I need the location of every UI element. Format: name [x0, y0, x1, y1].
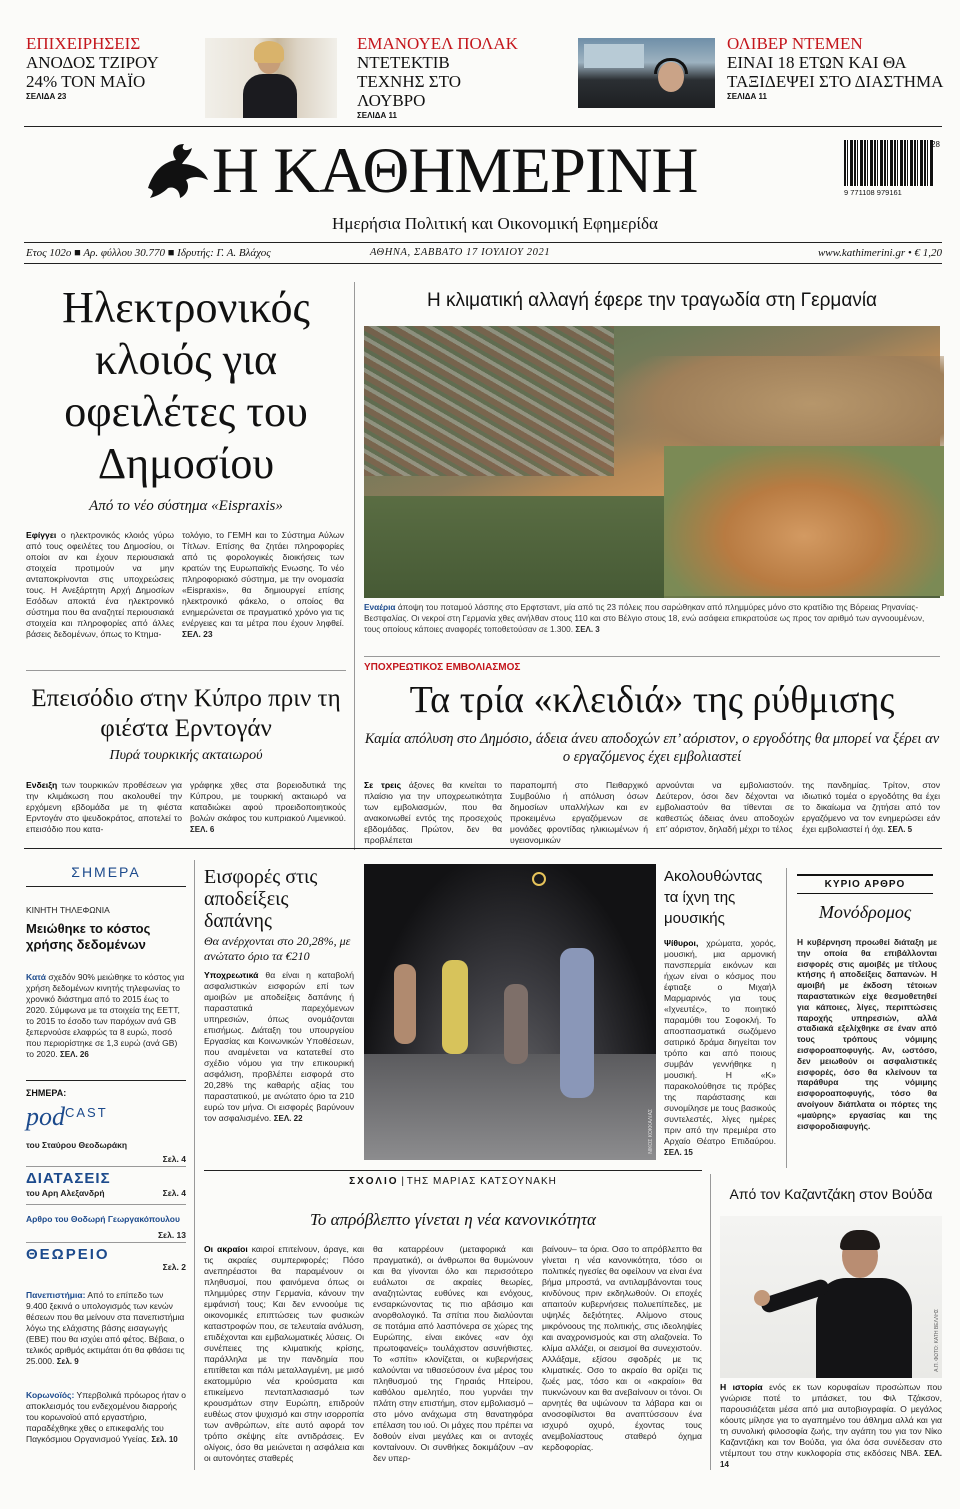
editorial-title[interactable]: Μονόδρομος	[818, 902, 912, 922]
cyprus-deck: Πυρά τουρκικής ακταιωρού	[109, 748, 263, 763]
music-text: χρώματα, χορός, μουσική, μια αρμονική πανσπερμία εικόνων και ήχων είναι ο κόσμος που έφτιαξε ο Μιχαήλ Μαρμαρινός για τους «Ιχνευτές», το ποιητικό παραμύθι του Σοφοκλή. Το αποσπασματικά σωζόμενο σατιρικό δράμα διηγείται τον τρόπο και από ποιους συμβάν γεννήθηκε η μουσική. Η «Κ» παρακολούθησε τις πρόβες της παράστασης και συνομίλησε με τους βασικούς συντελεστές, λίγες ημέρες πριν από την πρεμιέρα στο Αρχαίο Θέατρο Επιδαύρου.	[664, 938, 776, 1146]
comment-author: ΤΗΣ ΜΑΡΙΑΣ ΚΑΤΣΟΥΝΑΚΗ	[406, 1176, 557, 1187]
music-lead: Ψίθυροι,	[664, 938, 699, 948]
theater-credit: ΝΙΚΟΣ ΚΟΚΚΑΛΙΑΣ	[648, 1109, 654, 1154]
diataseis-by: του Αρη Αλεξανδρή	[26, 1188, 105, 1198]
teaser-section: ΕΜΑΝΟΥΕΛ ΠΟΛΑΚ	[357, 34, 518, 53]
town-rooftops	[364, 326, 614, 476]
cyprus-col1-text: των τουρκικών προθέσεων για την κλιμάκωση που ακολουθεί την ερχόμενη εβδομάδα με τη φιέστα Ερντογάν στο ψευδοκράτος, αποτελεί το επεισόδιο που κατα-	[26, 780, 182, 834]
vaccine-col4-text: της πανδημίας. Τρίτον, στον ιδιωτικό τομέα ο εργοδότης θα έχει το δικαίωμα να ζητήσει από τον εργαζόμενο να τον ενημερώσει εάν έχει εμβολιαστεί ή όχι.	[802, 780, 940, 834]
info-right[interactable]: www.kathimerini.gr • € 1,20	[817, 247, 942, 259]
lead-col2	[182, 530, 344, 658]
teaser-photo-daemen	[578, 38, 715, 108]
comment-lead: Οι ακραίοι	[204, 1244, 248, 1254]
conductor-credit: Α.Π. ΦΩΤΟ: ΚΑΤΗ ΒΕΛΛΗΣ	[934, 1309, 940, 1372]
headset	[654, 58, 688, 74]
comment-col2	[373, 1244, 533, 1466]
vaccine-page[interactable]: ΣΕΛ. 5	[887, 825, 913, 834]
pan-lead: Πανεπιστήμια:	[26, 1290, 86, 1300]
vaccine-col2-text: παραπομπή στο Πειθαρχικό Συμβούλιο ή απόλυση όσων δημοσίων υπαλλήλων και εν προκειμένω εργαζόμενων σε μονάδες φροντίδας ηλικιωμένων ή υγειονομικών	[510, 780, 648, 845]
cyprus-col2-text: γράφηκε χθες στα βορειοδυτικά της Κύπρου, με τουρκική ακταιωρό να καταδιώκει αφού προειδοποιητικούς βολών σκάφος του κυπριακού Λιμενικού.	[190, 780, 346, 823]
cyprus-headline[interactable]: Επεισόδιο στην Κύπρο πριν τη φιέστα Ερντογάν	[31, 685, 341, 742]
comment-top-rule	[204, 1170, 702, 1171]
conductor-hand	[754, 1290, 770, 1306]
phone-lead: Κατά	[26, 972, 46, 982]
comment-col1-text: καιροί επιτείνουν, άραγε, και τις ακραίες συμπεριφορές; Πόσο ανεπηρέαστοι θα παραμένουν οι πληθυσμοί, που φαινόμενα όπως οι πλημμύρες στην Γερμανία, κάνουν την εμφάνισή τους; Και δεν εννοούμε τις οικονομικές επιπτώσεις των φυσικών καταστροφών που, σε τελευταία ανάλυση, επιδέχονται και εμβαλωματικές λύσεις. Οι συνέπειες της κλιματικής κρίσης, παράλληλα με την πανδημία που επιτίθεται και πάλι μεταλλαγμένη, με μισό εκατομμύριο νέα κρούσματα και επικείμενο πενταπλασιασμό των κρουσμάτων στην Ευρώπη, επιδρούν ευθέως στον ψυχισμό και στην ισορροπία των ανθρώπων, είτε αυτό αφορά τον τρόπο σκέψης είτε αντιδράσεις. Εν ολίγοις, όσο θα μειώνεται η ασφάλεια και οι αυτονόητες σταθερές	[204, 1244, 364, 1463]
theoreio-universities	[26, 1290, 186, 1380]
cyprus-col1-lead: Ενδειξη	[26, 780, 58, 790]
info-left: Ετος 102ο ■ Αρ. φύλλου 30.770 ■ Ιδρυτής: Γ. Α. Βλάχος	[26, 247, 271, 259]
vaccine-top-rule	[364, 656, 940, 657]
griffin-logo	[140, 140, 212, 202]
phone-kicker: ΚΙΝΗΤΗ ΤΗΛΕΦΩΝΙΑ	[26, 905, 110, 915]
cyprus-page[interactable]: ΣΕΛ. 6	[190, 825, 215, 834]
pan-text: Από το επίπεδο των 9.400 ξεκινά ο υπολογισμός των κενών θέσεων που θα μείνουν στα πανεπιστήμια λόγω της ελάχιστης βάσης εισαγωγής (ΕΒΕ) που θα ισχύει από φέτος. Βέβαια, ο τελικός αριθμός εκτιμάται ότι θα φθάσει τις 25.000.	[26, 1290, 185, 1366]
col-divider-right	[710, 1174, 711, 1470]
comment-col3-text: βαίνουν– τα όρια. Οσο το απρόβλεπτο θα γίνεται η νέα κανονικότητα, τόσο οι πολιτικές ηγεσίες θα οφείλουν να είναι ένα βήμα μπροστά, να αντιλαμβάνονται τους κινδύνους πριν εκδηλωθούν. Οι εποχές απαιτούν κυβερνήσεις πολυεπίπεδες, με υψηλές δεξιότητες. Αλίμονο στους μικρόνοους της πολιτικής, στις ιδεοληψίες και αναχρονισμούς και στη αλαζονεία. Το κλίμα αλλάζει, οι σεισμοί θα συνεχιστούν. Αλλάξαμε, εξίσου σφοδρές με τις κλιματικές. Οσο το ακραίο θα ορίζει τις ζωές μας, τόσο και οι «ακραίοι» θα πυκνώνουν και θα ανεβαίνουν οι τόνοι. Οι αρνητές θα υψώνουν τα λάβαρα και οι ανοσοφίλιστοι θα αναπτύσσουν ένα ισχυρό οχυρό, έχοντας τους ανεμβολίαστους σταθερό όχημα κερδοφορίας.	[542, 1244, 702, 1452]
conductor-photo[interactable]	[720, 1216, 942, 1378]
portrait-body	[243, 74, 297, 118]
podcast-page[interactable]: Σελ. 4	[162, 1154, 186, 1164]
vaccine-col4	[802, 780, 940, 836]
cockpit-window	[584, 44, 644, 68]
podcast-logo[interactable]	[26, 1102, 186, 1138]
vaccine-col3	[656, 780, 794, 836]
teaser-title: ΝΤΕΤΕΚΤΙΒ ΤΕΧΝΗΣ ΣΤΟ ΛΟΥΒΡΟ	[357, 53, 461, 110]
conductor-headline[interactable]: Από τον Καζαντζάκη στον Βούδα	[729, 1186, 933, 1202]
podcast-by: του Σταύρου Θεοδωράκη	[26, 1140, 128, 1150]
teaser-page: ΣΕΛΙΔΑ 23	[26, 92, 67, 101]
teaser-title: ΕΙΝΑΙ 18 ΕΤΩΝ ΚΑΙ ΘΑ ΤΑΞΙΔΕΨΕΙ ΣΤΟ ΔΙΑΣΤΗΜΑ	[727, 53, 944, 91]
phone-body	[26, 972, 186, 1070]
pan-page[interactable]: Σελ. 9	[56, 1357, 79, 1366]
lead-col2-text: τολόγιο, το ΓΕΜΗ και το Σύστημα Αύλων Τίτλων. Επίσης θα ζητάει πληροφορίες από τις φορολογικές διοικήσεις των κρατών της Ευρωπαϊκής Ενωσης. Το νέο πληροφοριακό σύστημα, με την ονομασία «Eispraxis», θα δημιουργεί επίσης ηλεκτρονικό φάκελο, ο οποίος θα ενημερώνεται σε πραγματικό χρόνο για τις ενέργειες και τα μέτρα που έχουν ληφθεί.	[182, 530, 344, 628]
info-top-rule	[24, 242, 942, 243]
comment-kicker: ΣΧΟΛΙΟ	[349, 1176, 399, 1187]
lead-deck: Από το νέο σύστημα «Eispraxis»	[89, 498, 283, 514]
collapse-crater	[664, 446, 944, 596]
editorial-box	[786, 868, 942, 1168]
podcast-cast: CAST	[65, 1105, 108, 1120]
mid-divider	[24, 848, 942, 849]
theoreio-title[interactable]: ΘΕΩΡΕΙΟ	[26, 1246, 110, 1263]
lead-col1-lead: Εφίγγει	[26, 530, 57, 540]
conductor-hair	[840, 1230, 880, 1250]
cor-lead: Κορωνοϊός:	[26, 1390, 75, 1400]
issue-number: 28	[931, 140, 940, 149]
sidebar-rule-5	[26, 1242, 186, 1243]
performer-4	[560, 948, 594, 1098]
music-page[interactable]: ΣΕΛ. 15	[664, 1148, 693, 1157]
podcast-label: ΣΗΜΕΡΑ:	[26, 1088, 67, 1098]
sidebar-rule-4	[26, 1204, 186, 1205]
phone-text: σχεδόν 90% μειώθηκε το κόστος για χρήση δεδομένων κινητής τηλεφωνίας το χρονικό διάστημα από το 2015 έως το 2020. Σύμφωνα με τα στοιχεία της ΕΕΤΤ, το 2015 το έσοδο των παρόχων ανά GB ξεπερνούσε ελαφρώς τα 8 ευρώ, ποσό που περιορίστηκε σε 1,3 ευρώ (ανά GB) το 2020.	[26, 972, 185, 1059]
diataseis-title[interactable]: ΔΙΑΤΑΣΕΙΣ	[26, 1170, 111, 1187]
wreath-light	[532, 872, 546, 886]
conductor-body	[816, 1278, 912, 1378]
col-divider-main	[354, 282, 355, 850]
germany-page[interactable]: ΣΕΛ. 3	[575, 625, 600, 634]
green-fields	[364, 496, 664, 598]
griffin-icon	[140, 140, 212, 202]
comment-headline[interactable]: Το απρόβλεπτο γίνεται η νέα κανονικότητα	[310, 1210, 596, 1229]
barcode-bars	[844, 140, 934, 186]
stage-floor	[364, 1054, 656, 1160]
comment-byline: ΣΧΟΛΙΟ | ΤΗΣ ΜΑΡΙΑΣ ΚΑΤΣΟΥΝΑΚΗ	[349, 1176, 557, 1187]
germany-caption-text: άποψη του ποταμού λάσπης στο Ερφτσταντ, μία από τις 23 πόλεις που σαρώθηκαν από πλημμύρες μόνο στο κρατίδιο της Βόρειας Ρηνανίας-Βεστφαλίας. Οι νεκροί στη Γερμανία χθες ανήλθαν στους 110 και στο Βέλγιο στους 18, ενώ ασάφεια επικρατούσε ως προς τον αριθμό των αγνοουμένων, τους οποίους κάποιες αναφορές τοποθετούσαν σε 1.300.	[364, 602, 925, 634]
comment-col3	[542, 1244, 702, 1466]
teaser-polak[interactable]	[357, 34, 557, 120]
theoreio-covid	[26, 1390, 186, 1468]
teaser-section: ΟΛΙΒΕΡ ΝΤΕΜΕΝ	[727, 34, 863, 53]
phone-title[interactable]: Μειώθηκε το κόστος χρήσης δεδομένων	[26, 921, 151, 952]
performer-1	[394, 964, 416, 1044]
sidebar-rule-1	[26, 886, 186, 887]
vaccine-col1-lead: Σε τρεις	[364, 780, 402, 790]
contrib-deck: Θα ανέρχονται στο 20,28%, με ανώτατο όριο τα €210	[204, 934, 351, 963]
teaser-page: ΣΕΛΙΔΑ 11	[727, 92, 767, 101]
contrib-headline[interactable]: Εισφορές στις αποδείξεις δαπάνης	[204, 866, 318, 932]
contrib-lead: Υποχρεωτικά	[204, 970, 259, 980]
sidebar-rule-2	[26, 1080, 186, 1081]
info-bottom-rule	[24, 263, 942, 264]
sidebar-today: ΣΗΜΕΡΑ	[71, 864, 141, 880]
vaccine-kicker: ΥΠΟΧΡΕΩΤΙΚΟΣ ΕΜΒΟΛΙΑΣΜΟΣ	[364, 662, 521, 673]
vaccine-col1-text: άξονες θα κινείται το πλαίσιο για την υποχρεωτικότητα των εμβολιασμών, που θα ανακοινωθεί εντός της προσεχούς εβδομάδας. Πρώτον, δεν θα προβλέπεται	[364, 780, 503, 845]
conductor-page[interactable]: ΣΕΛ. 14	[720, 1449, 942, 1469]
lead-page[interactable]: ΣΕΛ. 23	[182, 629, 213, 639]
teaser-title: ΑΝΟΔΟΣ ΤΖΙΡΟΥ 24% ΤΟΝ ΜΑΪΟ	[26, 53, 159, 91]
contrib-text: θα είναι η καταβολή ασφαλιστικών εισφορών επί των αμοιβών με αποδείξεις δαπάνης ή παραστατικά παρεχόμενων υπηρεσιών, όπως ονομάζονται επισήμως. Διάταξη του υπουργείου Εργασίας και Κοινωνικών Υποθέσεων, που αναμένεται να κατατεθεί στο σχέδιο νόμου για την επικουρική ασφάλιση, προβλέπει εισφορά στο 20,28% της καθαρής αξίας του παραστατικού, με ανώτατο όριο τα 210 ευρώ τον μήνα. Οι εισφορές βαρύνουν τον ασφαλισμένο.	[204, 970, 354, 1123]
contrib-body	[204, 970, 354, 1158]
cyprus-top-rule	[26, 670, 346, 671]
conductor-body-text	[720, 1382, 942, 1469]
conductor-lead: Η ιστορία	[720, 1382, 763, 1392]
lead-col1	[26, 530, 174, 658]
theater-photo[interactable]	[364, 864, 656, 1160]
germany-caption-lead: Εναέρια	[364, 602, 396, 612]
vaccine-headline[interactable]: Τα τρία «κλειδιά» της ρύθμισης	[409, 679, 895, 721]
sidebar-rule-3	[26, 1166, 186, 1167]
col-divider-sidebar	[194, 860, 195, 1470]
lead-headline[interactable]: Ηλεκτρονικός κλοιός για οφειλέτες του Δημοσίου	[62, 283, 310, 488]
teaser-business[interactable]	[26, 34, 196, 114]
vaccine-col2	[510, 780, 648, 845]
info-center: ΑΘΗΝΑ, ΣΑΒΒΑΤΟ 17 ΙΟΥΛΙΟΥ 2021	[370, 247, 551, 258]
germany-headline[interactable]: Η κλιματική αλλαγή έφερε την τραγωδία στη Γερμανία	[426, 290, 878, 311]
cyprus-col1	[26, 780, 182, 836]
lead-col1-text: ο ηλεκτρονικός κλοιός γύρω από τους οφειλέτες του Δημοσίου, οι οποίοι αν και έχουν περιουσιακά στοιχεία προτιμούν να μην ανταποκρίνονται στις υποχρεώσεις τους. Η Ανεξάρτητη Αρχή Δημοσίων Εσόδων αποκτά ένα ηλεκτρονικό σύστημα που θα αναζητεί περιουσιακά στοιχεία και πληροφορίες από άλλες βάσεις δεδομένων, όπως το Κτημα-	[26, 530, 174, 639]
germany-flood-photo[interactable]	[364, 326, 940, 598]
editorial-kicker: ΚΥΡΙΟ ΑΡΘΡΟ	[797, 874, 933, 894]
contrib-page[interactable]: ΣΕΛ. 22	[273, 1114, 303, 1123]
portrait-hair	[254, 41, 284, 63]
germany-caption	[364, 602, 940, 638]
theoreio-page[interactable]: Σελ. 2	[162, 1262, 186, 1272]
performer-2	[442, 960, 468, 1054]
vaccine-col3-text: αρνούνται να εμβολιαστούν. Δεύτερον, όσοι δεν δέχονται να εμβολιαστούν θα τίθενται σε καθεστώς άδειας άνευ αποδοχών επ’ αόριστον, δηλαδή μέχρι το τέλος	[656, 780, 794, 834]
article-by[interactable]: Αρθρο του Θοδωρή Γεωργακόπουλου	[26, 1214, 180, 1224]
top-divider	[24, 126, 942, 127]
teaser-page: ΣΕΛΙΔΑ 11	[357, 111, 397, 120]
cyprus-col2	[190, 780, 346, 836]
vaccine-deck: Καμία απόλυση στο Δημόσιο, άδεια άνευ αποδοχών επ’ αόριστον, ο εργοδότης θα μπορεί να ξέρει αν ο εργαζόμενος έχει εμβολιαστεί	[364, 731, 940, 765]
phone-page[interactable]: ΣΕΛ. 26	[59, 1050, 89, 1059]
diataseis-page[interactable]: Σελ. 4	[162, 1188, 186, 1198]
teaser-section: ΕΠΙΧΕΙΡΗΣΕΙΣ	[26, 34, 141, 53]
cor-page[interactable]: Σελ. 10	[151, 1435, 178, 1444]
music-body	[664, 938, 776, 1156]
vaccine-col1	[364, 780, 503, 845]
comment-col1	[204, 1244, 364, 1466]
music-headline[interactable]: Ακολουθώντας τα ίχνη της μουσικής	[664, 868, 763, 927]
performer-3	[504, 984, 528, 1064]
barcode-number: 9 771108 979161	[844, 188, 902, 197]
masthead-title: Η ΚΑΘΗΜΕΡΙΝΗ	[212, 135, 698, 207]
cor-text: Υπερβολικά πρόωρος ήταν ο αποκλεισμός του ενδεχομένου διαρροής του κορωνοϊού από εργαστήριο, παραδέχθηκε χθες ο επικεφαλής του Παγκόσμιου Οργανισμού Υγείας.	[26, 1390, 187, 1444]
teaser-photo-polak	[205, 38, 337, 118]
editorial-text: Η κυβέρνηση προωθεί διάταξη με την οποία θα επιβάλλονται εισφορές στις αμοιβές με τίτλους κτήσης ή αποδείξεις δαπανών. Η αμοιβή με έκδοση τέτοιων παραστατικών είχε θεσμοθετηθεί για κάποιες, λίγες, περιπτώσεις παροχής υπηρεσιών, αλλά σταδιακά εξελίχθηκε σε έναν από τους τρόπους νόμιμης εισφοροαποφυγής. Αν, ωστόσο, δεν μειωθούν οι ασφαλιστικές εισφορές, όσο θα κλείνουν τα παράθυρα της νόμιμης εισφοροαποφυγής, τόσο θα ανοίγουν διάπλατα οι πόρτες της «μαύρης» εργασίας και της εισφοροδιαφυγής.	[797, 937, 937, 1131]
article-page[interactable]: Σελ. 13	[157, 1230, 186, 1240]
comment-col2-text: θα καταρρέουν (μεταφορικά και πραγματικά), οι άνθρωποι θα θυμώνουν και θα γίνονται όλο και περισσότερο ευάλωτοι σε ακραίες θεωρίες, αναζητώντας ευθύνες και ενόχους, ενσαρκώνοντας τις πιο αβάσιμο και ανορθολογικό. Τα σπίτια που διαλύονται σε ποτάμια από λασπόνερα σε χώρες της Ευρώπης, είναι εικόνες «αν όχι πρωτοφανείς» τουλάχιστον ασυνήθιστες. Το «σπίτι» κλονίζεται, οι κυβερνήσεις καλούνται να τιθασεύσουν ένα μέρος του πληθυσμού της Γηραιάς Ηπείρου, καθόλου αμελητέο, που γυρνάει την πλάτη στην επιστήμη, στον εμβολιασμό – στο μόνο ανάχωμα στη θανατηφόρα επέλαση του ιού. Οι μάχες που πρέπει να δοθούν είναι μεγάλες και οι αντοχές κονταίνουν. Οι συνθήκες δοκιμάζουν –αν δεν υπερ-	[373, 1244, 533, 1463]
podcast-pod: pod	[26, 1102, 65, 1131]
barcode	[844, 140, 942, 202]
teaser-daemen[interactable]	[727, 34, 952, 114]
conductor-text: ενός εκ των κορυφαίων προσώπων που γνώρισε ποτέ το μπάσκετ, του Φιλ Τζάκσον, παρουσιάζεται μέσα από μια αυτοβιογραφία. Ο μεγάλος κόουτς μίλησε για το αγαπημένο του άθλημα αλλά και για τη συνολική φιλοσοφία ζωής, την αγάπη του για τον Νίκο Καζαντζάκη και τον Βούδα, για όλα όσα συνέδεσαν στο ντέμπουτ του στην κυκλοφορία στις εκδόσεις ΝΒΑ.	[720, 1382, 942, 1458]
masthead-subtitle: Ημερήσια Πολιτική και Οικονομική Εφημερίδα	[332, 214, 658, 233]
